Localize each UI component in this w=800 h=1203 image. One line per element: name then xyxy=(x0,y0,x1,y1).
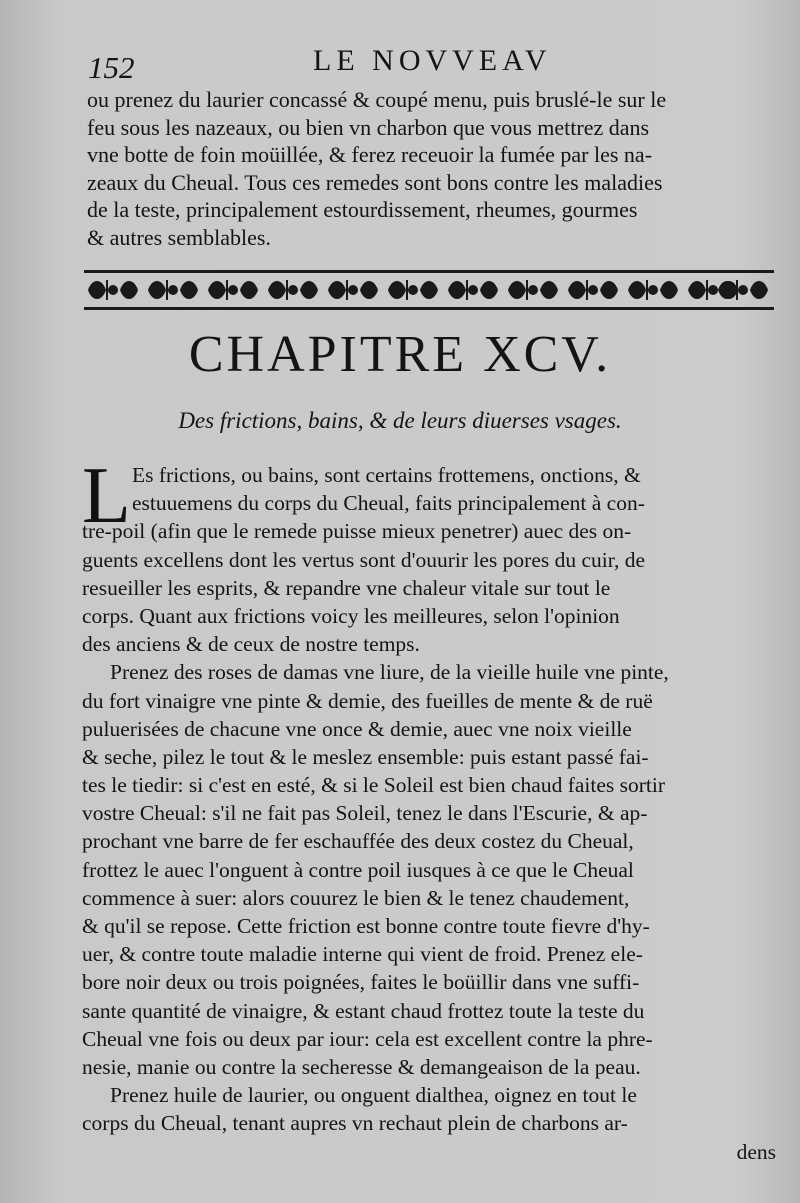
chapter-body xyxy=(82,452,776,1166)
text-line: vne botte de foin moüillée, & ferez receuoir la fumée par les na- xyxy=(87,142,653,167)
text-line: feu sous les nazeaux, ou bien vn charbon que vous mettrez dans xyxy=(87,114,650,140)
text-line: corps du Cheual, tenant aupres vn rechaut plein de charbons ar- xyxy=(82,1111,628,1136)
text-line: Prenez huile de laurier, ou onguent dialthea, oignez en tout le xyxy=(110,1083,637,1108)
chapter-subtitle: Des frictions, bains, & de leurs diuerses vsages. xyxy=(178,408,622,433)
text-line: guents excellens dont les vertus sont d'ouurir les pores du cuir, de xyxy=(82,547,646,572)
text-line: Prenez des roses de damas vne liure, de la vieille huile vne pinte, xyxy=(110,660,669,685)
text-line: Es frictions, ou bains, sont certains frottemens, onctions, & xyxy=(132,463,641,487)
text-line: sante quantité de vinaigre, & estant chaud frottez toute la teste du xyxy=(82,998,645,1023)
text-line: uer, & contre toute maladie interne qui vient de froid. Prenez ele- xyxy=(82,942,643,967)
text-line: prochant vne barre de fer eschauffée des deux costez du Cheual, xyxy=(82,829,634,854)
drop-cap: L xyxy=(82,452,131,540)
text-line: Cheual vne fois ou deux par iour: cela est excellent contre la phre- xyxy=(82,1026,653,1051)
ornamental-divider xyxy=(84,268,774,312)
text-line: bore noir deux ou trois poignées, faites le boüillir dans vne suffi- xyxy=(82,970,640,995)
text-line: resueiller les esprits, & repandre vne chaleur vitale sur tout le xyxy=(82,575,611,600)
text-line: tes le tiedir: si c'est en esté, & si le Soleil est bien chaud faites sortir xyxy=(82,773,666,798)
text-line: ou prenez du laurier concassé & coupé menu, puis bruslé-le sur le xyxy=(87,87,667,112)
running-head xyxy=(88,44,770,88)
chapter-title: CHAPITRE XCV. xyxy=(188,326,612,383)
text-line: du fort vinaigre vne pinte & demie, des fueilles de mente & de ruë xyxy=(82,688,653,713)
previous-chapter-text xyxy=(87,86,773,251)
text-line: estuuemens du corps du Cheual, faits principalement à con- xyxy=(132,491,645,516)
text-line: corps. Quant aux frictions voicy les meilleures, selon l'opinion xyxy=(82,603,620,628)
text-line: & qu'il se repose. Cette friction est bonne contre toute fievre d'hy- xyxy=(82,914,650,938)
text-line: zeaux du Cheual. Tous ces remedes sont bons contre les maladies xyxy=(87,169,663,195)
catchword: dens xyxy=(736,1139,776,1164)
text-line: vostre Cheual: s'il ne fait pas Soleil, tenez le dans l'Escurie, & ap- xyxy=(82,801,648,826)
text-line: frottez le auec l'onguent à contre poil iusques à ce que le Cheual xyxy=(82,857,634,882)
text-line: puluerisées de chacune vne once & demie, auec vne noix vieille xyxy=(82,716,632,741)
text-line: nesie, manie ou contre la secheresse & demangeaison de la peau. xyxy=(82,1054,641,1079)
text-line: & seche, pilez le tout & le meslez ensemble: puis estant passé fai- xyxy=(82,744,649,769)
text-line: & autres semblables. xyxy=(87,224,271,250)
text-line: des anciens & de ceux de nostre temps. xyxy=(82,632,420,657)
page-number: 152 xyxy=(88,50,135,85)
text-line: commence à suer: alors couurez le bien & le tenez chaudement, xyxy=(82,885,630,910)
text-line: tre-poil (afin que le remede puisse mieux penetrer) auec des on- xyxy=(82,519,632,544)
text-line: de la teste, principalement estourdissement, rheumes, gourmes xyxy=(87,197,638,222)
running-title: LE NOVVEAV xyxy=(313,44,552,77)
